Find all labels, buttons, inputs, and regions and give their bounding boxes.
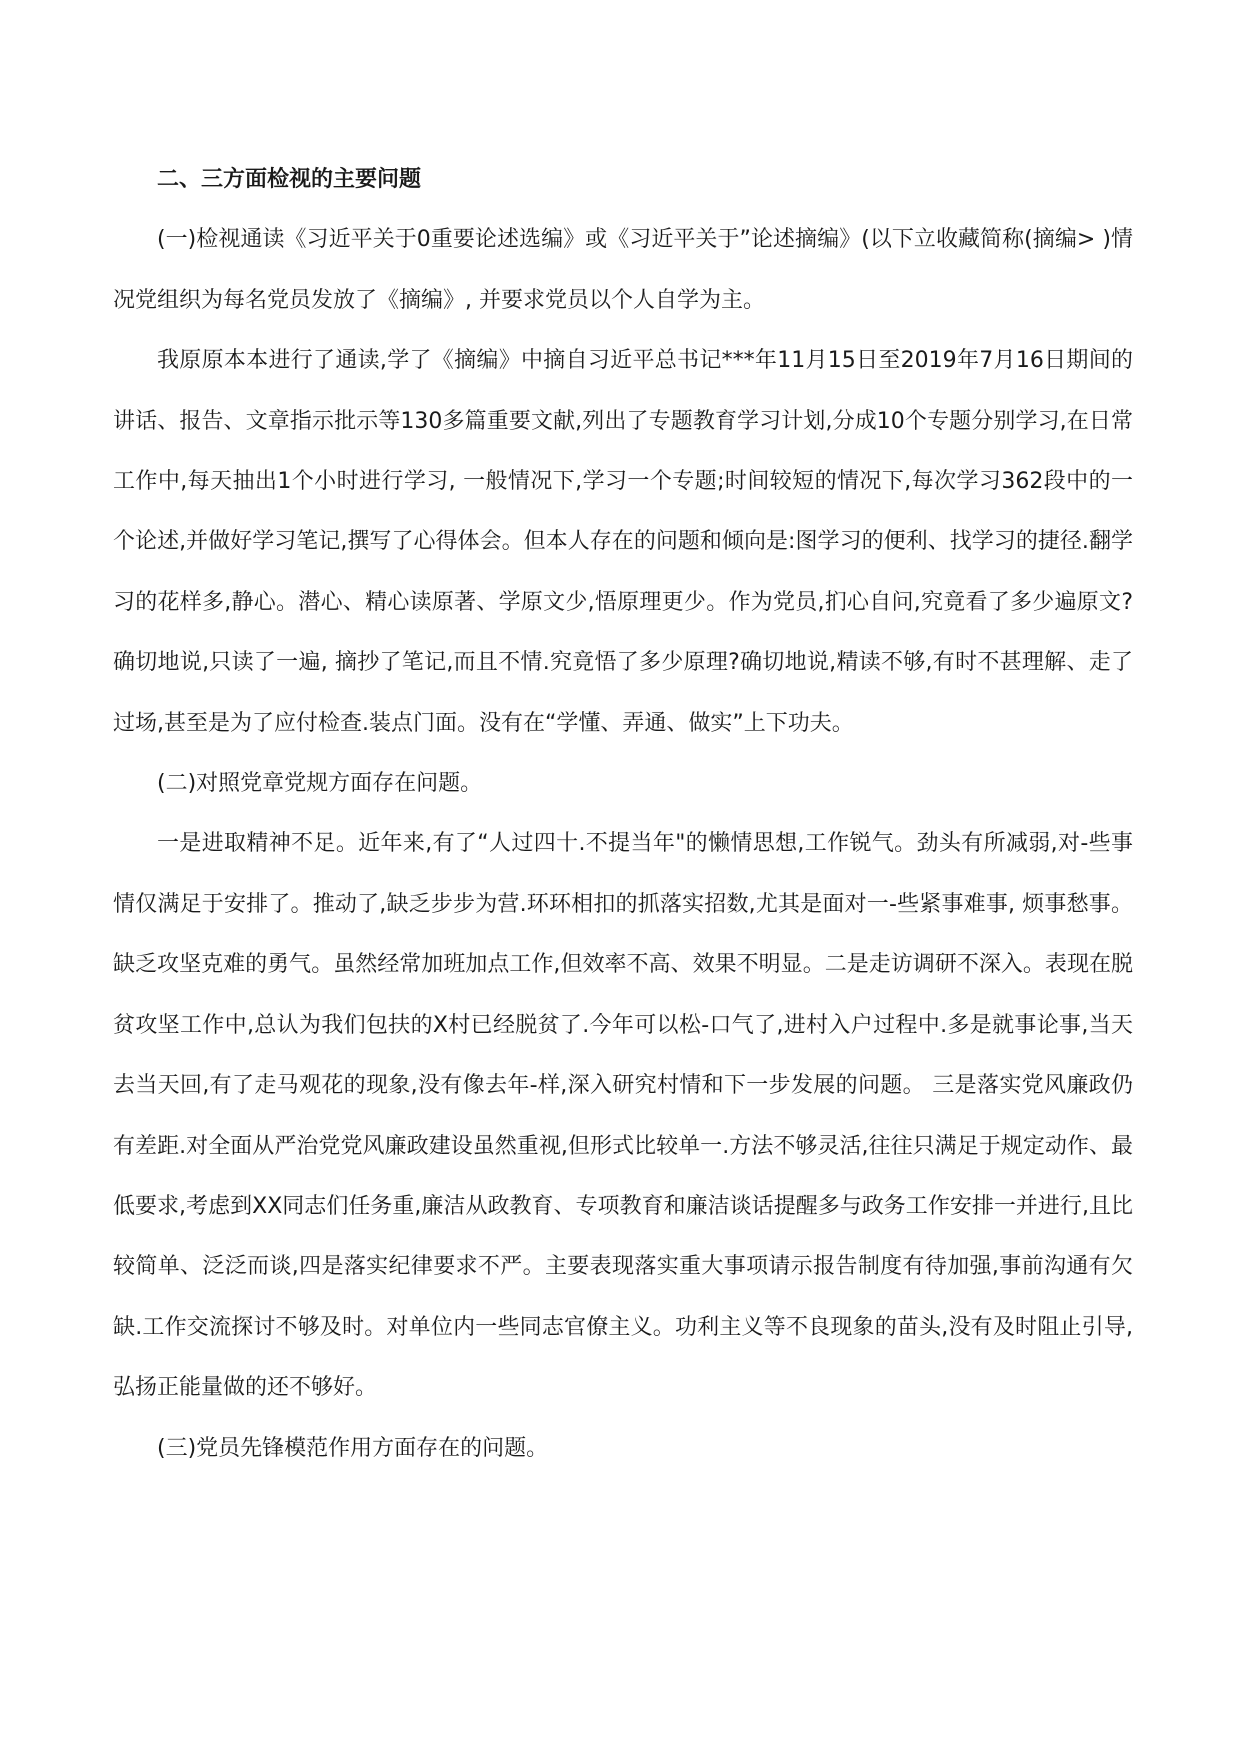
- section-heading: 二、三方面检视的主要问题: [157, 167, 422, 192]
- subheading-vanguard-role: (三)党员先锋模范作用方面存在的问题。: [157, 1435, 549, 1461]
- paragraph-reading-review: (一)检视通读《习近平关于0重要论述选编》或《习近平关于”论述摘编》(以下立收藏简称(摘编> )情况党组织为每名党员发放了《摘编》, 并要求党员以个人自学为主。: [113, 227, 1133, 313]
- subheading-party-rules: (二)对照党章党规方面存在问题。: [157, 771, 483, 797]
- paragraph-study-details: 我原原本本进行了通读,学了《摘编》中摘自习近平总书记***年11月15日至2019年7月16日期间的讲话、报告、文章指示批示等130多篇重要文献,列出了专题教育学习计划,分成10个专题分别学习,在日常工作中,每天抽出1个小时进行学习, 一般情况下,学习一个专题;时间较短的情况下,每次学习362段中的一个论述,并做好学习笔记,撰写了心得体会。但本人存在的问题和倾向是:图学习的便利、找学习的捷径.翻学习的花样多,静心。潜心、精心读原著、学原文少,悟原理更少。作为党员,扪心自问,究竟看了多少遍原文?确切地说,只读了一遍, 摘抄了笔记,而且不情.究竟悟了多少原理?确切地说,精读不够,有时不甚理解、走了过场,甚至是为了应付检查.装点门面。没有在“学懂、弄通、做实”上下功夫。: [113, 348, 1133, 736]
- document-body: [113, 150, 1133, 1479]
- paragraph-party-rules-issues: 一是进取精神不足。近年来,有了“人过四十.不提当年"的懒情思想,工作锐气。劲头有所减弱,对-些事情仅满足于安排了。推动了,缺乏步步为营.环环相扣的抓落实招数,尤其是面对一-些紧事难事, 烦事愁事。缺乏攻坚克难的勇气。虽然经常加班加点工作,但效率不高、效果不明显。二是走访调研不深入。表现在脱贫攻坚工作中,总认为我们包扶的X村已经脱贫了.今年可以松-口气了,进村入户过程中.多是就事论事,当天去当天回,有了走马观花的现象,没有像去年-样,深入研究村情和下一步发展的问题。 三是落实党风廉政仍有差距.对全面从严治党党风廉政建设虽然重视,但形式比较单一.方法不够灵活,往往只满足于规定动作、最低要求,考虑到XX同志们任务重,廉洁从政教育、专项教育和廉洁谈话提醒多与政务工作安排一并进行,且比较简单、泛泛而谈,四是落实纪律要求不严。主要表现落实重大事项请示报告制度有待加强,事前沟通有欠缺.工作交流探讨不够及时。对单位内一些同志官僚主义。功利主义等不良现象的苗头,没有及时阻止引导,弘扬正能量做的还不够好。: [113, 831, 1133, 1401]
